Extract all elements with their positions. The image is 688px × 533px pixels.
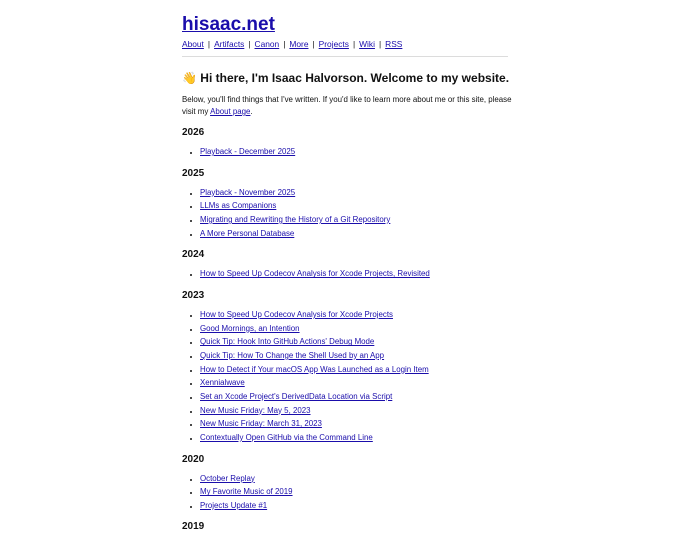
year-heading: 2025 (182, 167, 205, 179)
post-list-item (200, 349, 508, 363)
year-heading: 2026 (182, 127, 205, 138)
year-heading: 2024 (182, 249, 205, 261)
post-list (182, 145, 508, 159)
post-link[interactable]: Playback - December 2025 (200, 147, 296, 156)
post-link[interactable]: A More Personal Database (200, 228, 295, 238)
post-link[interactable]: October Replay (200, 473, 255, 483)
header-divider (182, 56, 508, 57)
post-link[interactable]: Set an Xcode Project's DerivedData Location via Script (200, 391, 393, 401)
post-list-item (200, 390, 508, 404)
nav-separator: | (312, 39, 315, 49)
nav-link-projects[interactable]: Projects (318, 39, 349, 49)
post-link[interactable]: Contextually Open GitHub via the Command Line (200, 432, 373, 442)
post-link[interactable]: How to Speed Up Codecov Analysis for Xcode Projects (200, 309, 393, 319)
post-list-item (200, 267, 508, 281)
nav-link-about[interactable]: About (182, 39, 204, 49)
page-content (182, 0, 512, 533)
nav-separator: | (207, 39, 211, 49)
post-link[interactable]: Playback - November 2025 (200, 187, 296, 197)
intro-text: Below, you'll find things that I've written. If you'd like to learn more about me or this site, please visit my (182, 95, 512, 116)
site-title-link[interactable]: hisaac.net (182, 14, 275, 35)
post-link[interactable]: How to Speed Up Codecov Analysis for Xcode Projects, Revisited (200, 269, 430, 279)
site-nav (182, 39, 508, 50)
post-link[interactable]: Migrating and Rewriting the History of a Git Repository (200, 214, 391, 224)
nav-link-more[interactable]: More (289, 39, 309, 49)
post-list-item (200, 499, 508, 513)
post-list-item (200, 376, 508, 390)
post-archive (182, 126, 508, 533)
post-list-item (200, 472, 508, 486)
nav-separator: | (378, 39, 382, 49)
post-list-item (200, 227, 508, 241)
post-link[interactable]: How to Detect if Your macOS App Was Launched as a Login Item (200, 364, 429, 374)
post-link[interactable]: New Music Friday: March 31, 2023 (200, 419, 322, 429)
post-list-item (200, 417, 508, 431)
site-header (182, 0, 508, 36)
greeting-text: Hi there, I'm Isaac Halvorson. Welcome to my website. (200, 71, 510, 85)
post-link[interactable]: Xennialwave (200, 378, 245, 388)
post-list-item (200, 363, 508, 377)
nav-link-canon[interactable]: Canon (254, 39, 280, 49)
post-list-item (200, 404, 508, 418)
post-list-item (200, 213, 508, 227)
nav-link-wiki[interactable]: Wiki (359, 39, 375, 49)
intro-end: . (250, 107, 253, 116)
post-link[interactable]: Quick Tip: How To Change the Shell Used by an App (200, 350, 385, 360)
post-link[interactable]: Quick Tip: Hook Into GitHub Actions' Debug Mode (200, 337, 375, 347)
post-link[interactable]: Good Mornings, an Intention (200, 323, 300, 333)
year-heading: 2023 (182, 289, 205, 301)
post-link[interactable]: Projects Update #1 (200, 500, 268, 510)
post-list (182, 308, 508, 445)
post-list (182, 472, 508, 513)
greeting-heading (182, 71, 508, 86)
post-list-item (200, 308, 508, 322)
post-list-item (200, 485, 508, 499)
nav-link-artifacts[interactable]: Artifacts (214, 39, 245, 49)
intro-paragraph (182, 94, 522, 118)
nav-separator: | (352, 39, 356, 49)
post-list-item (200, 199, 508, 213)
nav-link-rss[interactable]: RSS (385, 39, 403, 49)
nav-separator: | (283, 39, 286, 49)
post-list-item (200, 322, 508, 336)
post-list-item (200, 335, 508, 349)
post-link[interactable]: LLMs as Companions (200, 201, 277, 211)
waving-hand-icon: 👋 (182, 71, 197, 85)
year-heading: 2020 (182, 453, 205, 465)
year-heading: 2019 (182, 521, 205, 533)
post-list-item (200, 145, 508, 159)
post-list (182, 186, 508, 241)
nav-separator: | (248, 39, 251, 49)
post-list (182, 267, 508, 281)
post-link[interactable]: New Music Friday: May 5, 2023 (200, 405, 311, 415)
post-link[interactable]: My Favorite Music of 2019 (200, 487, 293, 497)
post-list-item (200, 431, 508, 445)
post-list-item (200, 186, 508, 200)
about-page-link[interactable]: About page (210, 107, 251, 116)
